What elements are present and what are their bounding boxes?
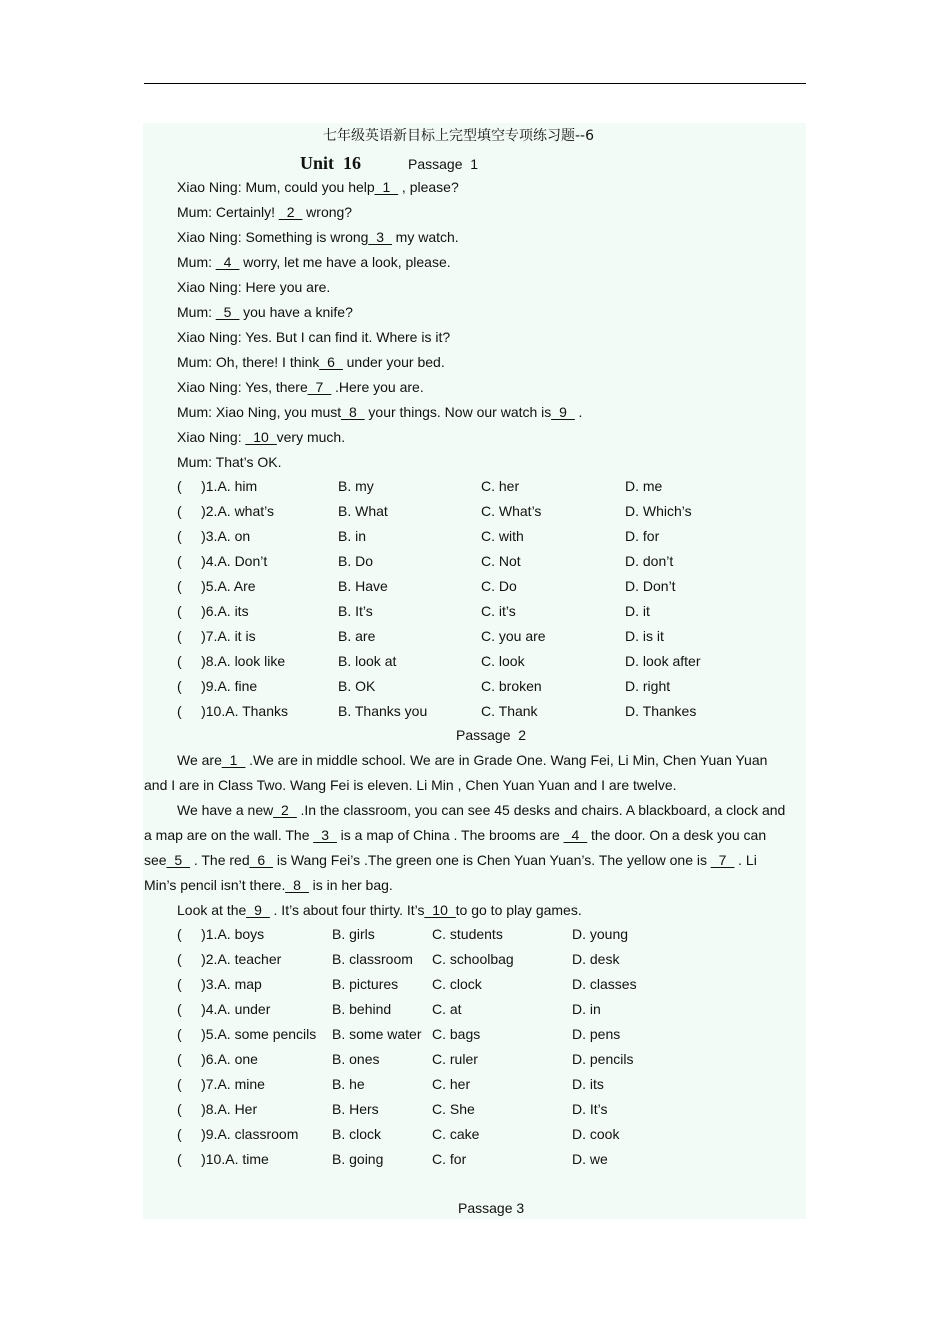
blank-number: _6_ [249,852,273,868]
option-b: B. girls [332,926,375,942]
dialogue-line [177,178,459,196]
option-d: D. young [572,926,629,942]
text-segment: , please? [398,179,459,195]
unit-heading: Unit 16 [300,153,362,173]
text-segment: Mum: Xiao Ning, you must [177,404,342,420]
option-d: D. its [572,1076,604,1092]
dialogue-line [177,278,330,296]
blank-number: _9_ [551,404,575,420]
dialogue-line [177,303,353,321]
option-c: C. it’s [481,603,516,619]
option-d: D. for [625,528,660,544]
text-segment: see [144,852,167,868]
option-d: D. me [625,478,663,494]
option-c: C. Not [481,553,521,569]
option-c: C. Thank [481,703,538,719]
dialogue-line [177,403,582,421]
passage-text-line [144,851,757,869]
option-b: B. going [332,1151,384,1167]
option-b: B. Have [338,578,388,594]
text-segment: .We are in middle school. We are in Grade One. Wang Fei, Li Min, Chen Yuan Yuan [245,752,768,768]
option-c: C. ruler [432,1051,478,1067]
text-segment: We have a new [177,802,274,818]
option-d: D. it [625,603,650,619]
question-stem: ( )4.A. under [177,1001,271,1017]
worksheet-title: 七年级英语新目标上完型填空专项练习题--6 [323,128,595,144]
question-stem: ( )5.A. Are [177,578,256,594]
blank-number: _5_ [166,852,190,868]
text-segment: my watch. [391,229,459,245]
option-c: C. What’s [481,503,542,519]
question-stem: ( )6.A. one [177,1051,258,1067]
text-segment: a map are on the wall. The [144,827,314,843]
passage2-heading: Passage 2 [456,727,527,743]
dialogue-line [177,378,424,396]
option-d: D. Thankes [625,703,697,719]
dialogue-line [177,428,345,446]
option-d: D. desk [572,951,620,967]
question-stem: ( )9.A. fine [177,678,258,694]
text-segment: Xiao Ning: Yes, there [177,379,308,395]
option-b: B. he [332,1076,365,1092]
text-segment: .In the classroom, you can see 45 desks and chairs. A blackboard, a clock and [296,802,786,818]
passage-text-line [177,751,767,769]
option-c: C. schoolbag [432,951,514,967]
text-segment: Xiao Ning: [177,429,246,445]
blank-number: _9_ [246,902,270,918]
text-segment: under your bed. [342,354,445,370]
option-c: C. look [481,653,525,669]
question-stem: ( )5.A. some pencils [177,1026,317,1042]
dialogue-line [177,328,450,346]
passage1-heading: Passage 1 [408,156,479,172]
blank-number: _7_ [307,379,332,395]
text-segment: Mum: [177,254,216,270]
text-segment: Xiao Ning: Yes. But I can find it. Where is it? [177,329,451,345]
blank-number: _2_ [278,204,303,220]
option-c: C. broken [481,678,542,694]
option-b: B. classroom [332,951,413,967]
text-segment: your things. Now our watch is [364,404,552,420]
option-d: D. don’t [625,553,674,569]
blank-number: _3_ [313,827,337,843]
option-c: C. bags [432,1026,481,1042]
header-rule [144,83,806,84]
option-d: D. in [572,1001,601,1017]
text-segment: wrong? [302,204,353,220]
option-c: C. students [432,926,503,942]
blank-number: _8_ [341,404,365,420]
question-stem: ( )7.A. mine [177,1076,265,1092]
text-segment: Xiao Ning: Here you are. [177,279,331,295]
option-d: D. look after [625,653,701,669]
text-segment: . [574,404,583,420]
option-b: B. pictures [332,976,399,992]
text-segment: Mum: [177,304,216,320]
option-b: B. some water [332,1026,422,1042]
dialogue-line [177,203,352,221]
option-c: C. Do [481,578,517,594]
question-stem: ( )4.A. Don’t [177,553,268,569]
option-c: C. She [432,1101,475,1117]
question-stem: ( )10.A. time [177,1151,269,1167]
text-segment: Min’s pencil isn’t there. [144,877,286,893]
blank-number: _1_ [221,752,246,768]
passage3-heading: Passage 3 [458,1200,525,1216]
passage-text-line [177,801,785,819]
question-stem: ( )2.A. teacher [177,951,282,967]
blank-number: _5_ [215,304,240,320]
dialogue-line [177,353,445,371]
text-segment: Mum: Oh, there! I think [177,354,320,370]
question-stem: ( )7.A. it is [177,628,256,644]
text-segment: to go to play games. [455,902,582,918]
passage-text-line [144,826,766,844]
text-segment: and I are in Class Two. Wang Fei is eleven. Li Min , Chen Yuan Yuan and I are twelve. [144,777,677,793]
option-c: C. her [432,1076,471,1092]
text-segment: . Li [734,852,757,868]
blank-number: _4_ [215,254,240,270]
dialogue-line [177,253,451,271]
question-stem: ( )10.A. Thanks [177,703,289,719]
option-c: C. clock [432,976,482,992]
text-segment: is a map of China . The brooms are [336,827,564,843]
option-c: C. with [481,528,524,544]
option-d: D. is it [625,628,664,644]
dialogue-line [177,228,459,246]
option-d: D. pencils [572,1051,634,1067]
option-c: C. her [481,478,520,494]
question-stem: ( )3.A. on [177,528,251,544]
option-b: B. Hers [332,1101,379,1117]
option-c: C. cake [432,1126,480,1142]
question-stem: ( )2.A. what’s [177,503,274,519]
question-stem: ( )6.A. its [177,603,249,619]
question-stem: ( )9.A. classroom [177,1126,299,1142]
option-b: B. clock [332,1126,382,1142]
blank-number: _2_ [273,802,297,818]
option-c: C. you are [481,628,546,644]
dialogue-line [177,453,282,471]
blank-number: _1_ [374,179,399,195]
question-stem: ( )8.A. Her [177,1101,258,1117]
question-stem: ( )1.A. boys [177,926,265,942]
option-b: B. ones [332,1051,380,1067]
question-stem: ( )8.A. look like [177,653,286,669]
option-d: D. It’s [572,1101,608,1117]
option-d: D. Which’s [625,503,692,519]
blank-number: _10_ [245,429,277,445]
option-b: B. my [338,478,374,494]
option-b: B. It’s [338,603,373,619]
option-d: D. cook [572,1126,620,1142]
text-segment: Xiao Ning: Something is wrong [177,229,369,245]
text-segment: is in her bag. [308,877,393,893]
option-d: D. we [572,1151,608,1167]
blank-number: _4_ [563,827,588,843]
text-segment: very much. [276,429,346,445]
option-d: D. pens [572,1026,621,1042]
option-b: B. in [338,528,367,544]
text-segment: Look at the [177,902,247,918]
blank-number: _10_ [424,902,456,918]
text-segment: the door. On a desk you can [587,827,767,843]
text-segment: you have a knife? [239,304,353,320]
text-segment: . It’s about four thirty. It’s [269,902,425,918]
blank-number: _3_ [368,229,392,245]
option-b: B. are [338,628,376,644]
option-b: B. behind [332,1001,392,1017]
option-d: D. Don’t [625,578,676,594]
option-c: C. at [432,1001,462,1017]
option-b: B. OK [338,678,376,694]
text-segment: We are [177,752,222,768]
blank-number: _7_ [710,852,735,868]
blank-number: _8_ [285,877,309,893]
text-segment: worry, let me have a look, please. [239,254,451,270]
text-segment: Mum: Certainly! [177,204,279,220]
blank-number: _6_ [319,354,343,370]
option-c: C. for [432,1151,467,1167]
passage-text-line [144,876,393,894]
text-segment: .Here you are. [331,379,424,395]
text-segment: is Wang Fei’s .The green one is Chen Yuan Yuan’s. The yellow one is [272,852,711,868]
option-b: B. look at [338,653,397,669]
passage-text-line [144,776,677,794]
option-d: D. right [625,678,671,694]
passage-text-line [177,901,582,919]
text-segment: Xiao Ning: Mum, could you help [177,179,375,195]
text-segment: Mum: That’s OK. [177,454,282,470]
option-d: D. classes [572,976,637,992]
option-b: B. Thanks you [338,703,428,719]
question-stem: ( )3.A. map [177,976,262,992]
option-b: B. What [338,503,388,519]
question-stem: ( )1.A. him [177,478,258,494]
option-b: B. Do [338,553,374,569]
text-segment: . The red [189,852,250,868]
